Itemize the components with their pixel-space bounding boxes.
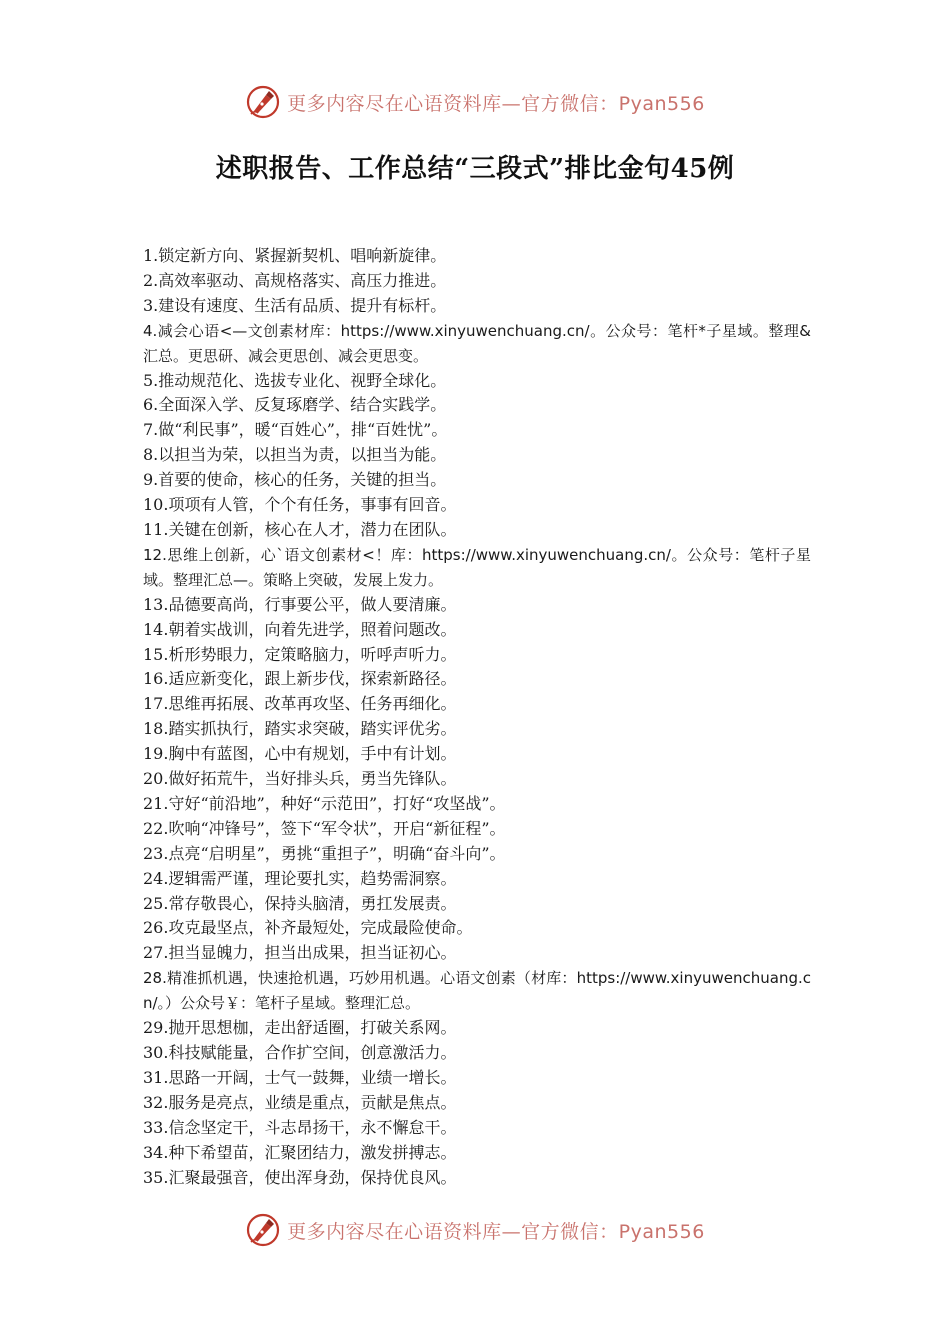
list-item: 25.常存敬畏心，保持头脑清，勇扛发展责。 (143, 893, 457, 913)
list-item: 9.首要的使命，核心的任务，关键的担当。 (143, 470, 447, 490)
pen-nib-logo-icon (245, 1212, 281, 1248)
footer-banner (0, 1208, 950, 1252)
list-item: 33.信念坚定干，斗志昂扬干，永不懈怠干。 (143, 1117, 457, 1137)
list-item: 30.科技赋能量，合作扩空间，创意激活力。 (143, 1043, 457, 1062)
header-banner (0, 80, 950, 124)
wechat-id: Pyan556 (618, 1220, 705, 1243)
list-item: 28.精准抓机遇，快速抢机遇，巧妙用机遇。心语文创素（材库：https://www.xinyuwenchuang.cn/。）公众号￥：笔杆子星域。整理汇总。 (143, 969, 811, 1013)
list-item: 8.以担当为荣，以担当为责，以担当为能。 (143, 445, 447, 465)
list-item: 11.关键在创新，核心在人才，潜力在团队。 (143, 519, 457, 539)
list-item: 21.守好“前沿地”，种好“示范田”，打好“攻坚战”。 (143, 793, 506, 813)
list-item: 35.汇聚最强音，使出浑身劲，保持优良风。 (143, 1167, 457, 1187)
list-item: 19.胸中有蓝图，心中有规划，手中有计划。 (143, 744, 457, 764)
list-item: 20.做好拓荒牛，当好排头兵，勇当先锋队。 (143, 769, 457, 789)
list-item: 29.抛开思想枷，走出舒适圈，打破关系网。 (143, 1018, 457, 1038)
banner-caption: 更多内容尽在心语资料库—官方微信： (287, 92, 619, 115)
list-item: 14.朝着实战训，向着先进学，照着问题改。 (143, 619, 457, 639)
banner-caption: 更多内容尽在心语资料库—官方微信： (287, 1220, 619, 1243)
list-item: 31.思路一开阔，士气一鼓舞，业绩一增长。 (143, 1067, 457, 1087)
list-item: 23.点亮“启明星”，勇挑“重担子”，明确“奋斗向”。 (143, 843, 506, 863)
list-item: 32.服务是亮点，业绩是重点，贡献是焦点。 (143, 1092, 457, 1112)
list-item: 3.建设有速度、生活有品质、提升有标杆。 (143, 295, 447, 315)
list-item: 2.高效率驱动、高规格落实、高压力推进。 (143, 270, 447, 290)
list-item: 22.吹响“冲锋号”，签下“军令状”，开启“新征程”。 (143, 818, 506, 838)
list-item: 27.担当显魄力，担当出成果，担当证初心。 (143, 943, 457, 963)
list-item: 15.析形势眼力，定策略脑力，听呼声听力。 (143, 644, 457, 664)
pen-nib-logo-icon (245, 84, 281, 120)
list-item: 7.做“利民事”，暖“百姓心”，排“百姓忧”。 (143, 420, 448, 440)
list-item: 24.逻辑需严谨，理论要扎实，趋势需洞察。 (143, 868, 457, 888)
list-item: 18.踏实抓执行，踏实求突破，踏实评优劣。 (143, 719, 457, 739)
list-item: 13.品德要高尚，行事要公平，做人要清廉。 (143, 594, 457, 614)
list-item: 12.思维上创新，心`语文创素材<！库：https://www.xinyuwenchuang.cn/。公众号：笔杆子星域。整理汇总—。策略上突破，发展上发力。 (143, 545, 811, 589)
banner-text (287, 89, 705, 116)
list-item: 10.项项有人管，个个有任务，事事有回音。 (143, 495, 457, 515)
list-item: 6.全面深入学、反复琢磨学、结合实践学。 (143, 395, 447, 415)
list-item: 1.锁定新方向、紧握新契机、唱响新旋律。 (143, 246, 447, 265)
list-item: 17.思维再拓展、改革再攻坚、任务再细化。 (143, 694, 457, 714)
document-title: 述职报告、工作总结“三段式”排比金句45例 (215, 154, 735, 184)
list-item: 34.种下希望苗，汇聚团结力，激发拼搏志。 (143, 1142, 457, 1162)
list-item: 5.推动规范化、选拔专业化、视野全球化。 (143, 370, 447, 390)
banner-text (287, 1217, 705, 1244)
phrase-list (143, 244, 811, 1190)
list-item: 4.减会心语<—文创素材库：https://www.xinyuwenchuang.cn/。公众号：笔杆*子星域。整理&汇总。更思研、减会更思创、减会更思变。 (143, 321, 811, 365)
wechat-id: Pyan556 (618, 92, 705, 115)
list-item: 26.攻克最坚点，补齐最短处，完成最险使命。 (143, 918, 473, 938)
list-item: 16.适应新变化，跟上新步伐，探索新路径。 (143, 669, 457, 689)
